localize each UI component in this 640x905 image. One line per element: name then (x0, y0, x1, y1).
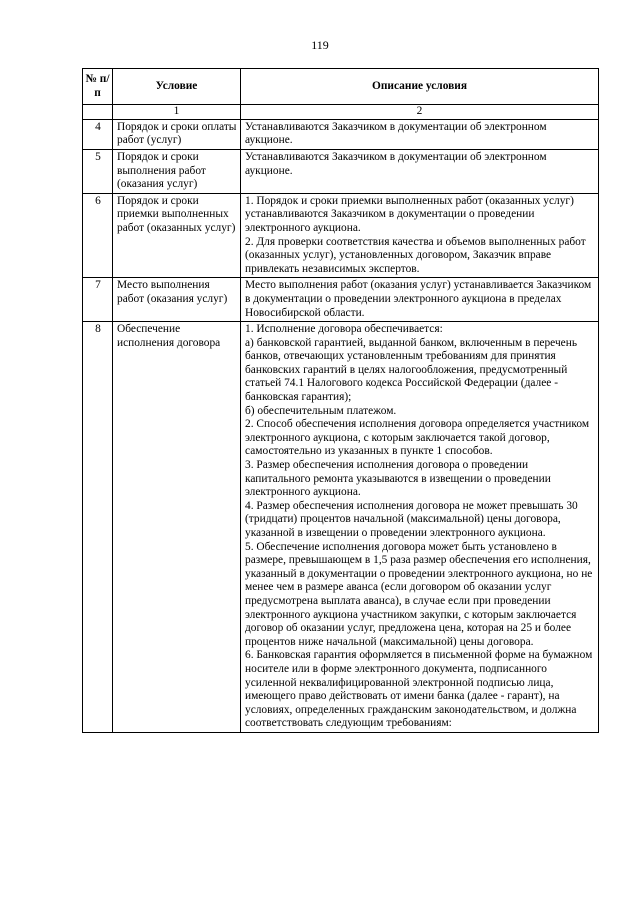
description-paragraph: Устанавливаются Заказчиком в документации об электронном аукционе. (245, 120, 547, 147)
row-condition: Обеспечение исполнения договора (113, 322, 241, 733)
row-number: 7 (83, 278, 113, 322)
table-row (83, 149, 599, 193)
row-number: 8 (83, 322, 113, 733)
row-condition: Порядок и сроки приемки выполненных работ (оказанных услуг) (113, 193, 241, 278)
conditions-table (82, 68, 599, 733)
row-condition: Место выполнения работ (оказания услуг) (113, 278, 241, 322)
column-index-1: 1 (113, 105, 241, 120)
column-index-row (83, 105, 599, 120)
table-row (83, 278, 599, 322)
description-paragraph: 4. Размер обеспечения исполнения договора не может превышать 30 (тридцати) процентов начальной (максимальной) цены договора, указанной в извещении о проведении электронного аукциона. (245, 499, 578, 539)
description-paragraph: 1. Порядок и сроки приемки выполненных работ (оказанных услуг) устанавливаются Заказчиком в документации о проведении электронного аукциона. (245, 194, 574, 234)
header-condition: Условие (113, 69, 241, 105)
description-paragraph: 2. Способ обеспечения исполнения договора определяется участником электронного аукциона, с которым заключается такой договор, самостоятельно из указанных в пункте 1 способов. (245, 418, 590, 458)
description-paragraph: 1. Исполнение договора обеспечивается: (245, 323, 443, 336)
row-description (241, 193, 599, 278)
header-description: Описание условия (241, 69, 599, 105)
row-description (241, 278, 599, 322)
table-row (83, 119, 599, 149)
row-number: 4 (83, 119, 113, 149)
description-paragraph: 3. Размер обеспечения исполнения договора о проведении капитального ремонта указываются в извещении о проведении электронного аукциона. (245, 459, 551, 499)
description-paragraph: а) банковской гарантией, выданной банком, включенным в перечень банков, отвечающих установленным требованиям для принятия банковских гарантий в целях налогообложения, предусмотренный статьей 74.1 Налогового кодекса Российской Федерации (далее - банковская гарантия); (245, 336, 578, 404)
row-number: 6 (83, 193, 113, 278)
row-condition: Порядок и сроки выполнения работ (оказания услуг) (113, 149, 241, 193)
description-paragraph: 6. Банковская гарантия оформляется в письменной форме на бумажном носителе или в форме электронного документа, подписанного усиленной неквалифицированной электронной подписью лица, имеющего право действовать от имени банка (далее - гарант), на условиях, определенных гражданским законодательством, и должна соответствовать следующим требованиям: (245, 649, 593, 730)
table-row (83, 322, 599, 733)
row-description (241, 149, 599, 193)
page-number: 119 (311, 38, 329, 52)
description-paragraph: б) обеспечительным платежом. (245, 404, 397, 417)
description-paragraph: Место выполнения работ (оказания услуг) устанавливается Заказчиком в документации о проведении электронного аукциона в пределах Новосибирской области. (245, 279, 592, 319)
row-number: 5 (83, 149, 113, 193)
table-header-row (83, 69, 599, 105)
row-condition: Порядок и сроки оплаты работ (услуг) (113, 119, 241, 149)
description-paragraph: 2. Для проверки соответствия качества и объемов выполненных работ (оказанных услуг), установленных договором, Заказчик вправе привлекать независимых экспертов. (245, 235, 586, 275)
column-index-2: 2 (241, 105, 599, 120)
column-index-empty (83, 105, 113, 120)
description-paragraph: 5. Обеспечение исполнения договора может быть установлено в размере, превышающем в 1,5 раза размер обеспечения его исполнения, указанный в документации о проведении электронного аукциона, но не менее чем в размере аванса (если договором об оказании услуг предусмотрена выплата аванса), в случае если при проведении электронного аукциона участником закупки, с которым заключается договор об оказании услуг, предложена цена, которая на 25 и более процентов ниже начальной (максимальной) цены договора. (245, 540, 593, 648)
description-paragraph: Устанавливаются Заказчиком в документации об электронном аукционе. (245, 150, 547, 177)
header-number: № п/п (83, 69, 113, 105)
table-row (83, 193, 599, 278)
row-description (241, 322, 599, 733)
row-description (241, 119, 599, 149)
